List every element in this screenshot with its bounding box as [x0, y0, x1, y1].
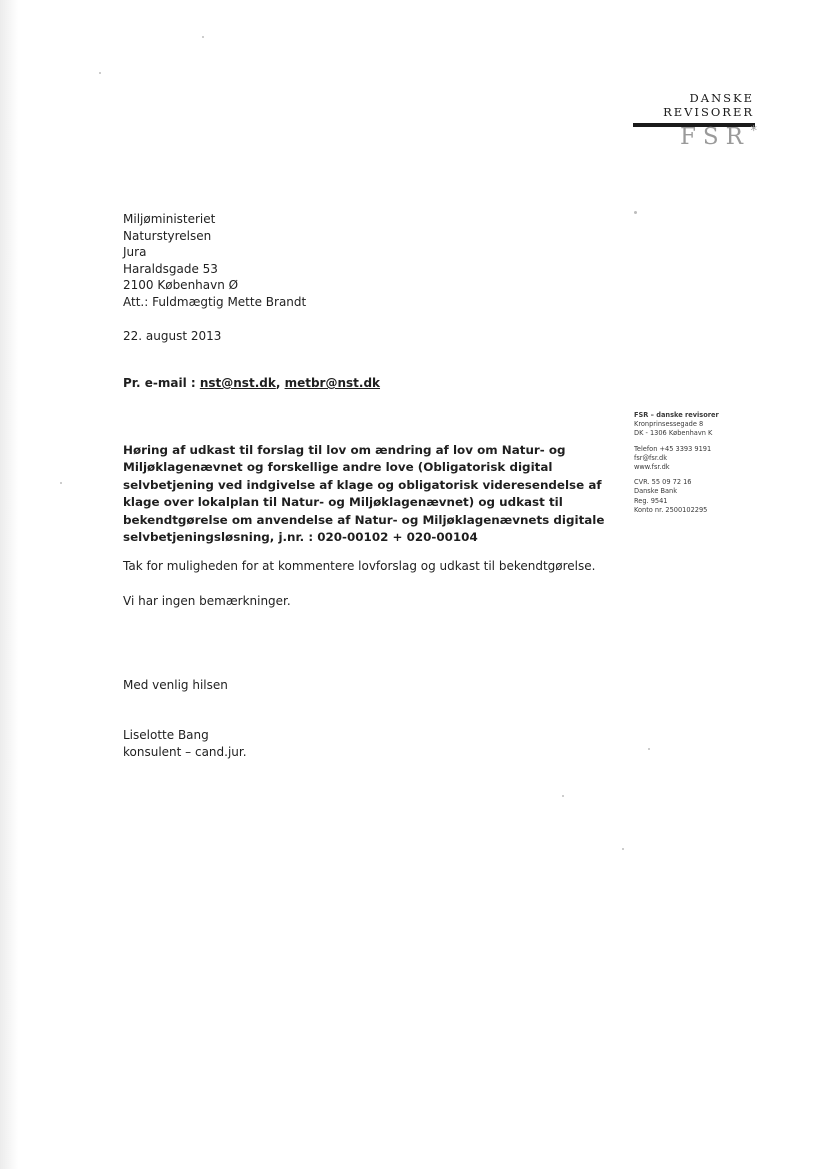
recipient-line: Jura: [123, 245, 147, 260]
closing-greeting: Med venlig hilsen: [123, 678, 228, 692]
sender-phone: Telefon +45 3393 9191: [634, 444, 712, 453]
subject-line: Miljøklagenævnet og forskellige andre love (Obligatorisk digital: [123, 460, 553, 475]
subject-line: bekendtgørelse om anvendelse af Natur- og Miljøklagenævnets digitale: [123, 512, 605, 527]
recipient-address: [123, 211, 306, 311]
letter-date: 22. august 2013: [123, 329, 222, 343]
scan-speck: [648, 748, 650, 750]
email-prefix: Pr. e-mail :: [123, 376, 200, 390]
subject-line: klage over lokalplan til Natur- og Miljøklagenævnet) og udkast til: [123, 495, 563, 510]
scan-speck: [622, 848, 624, 850]
body-paragraph-2: Vi har ingen bemærkninger.: [123, 594, 291, 608]
recipient-line: 2100 København Ø: [123, 278, 239, 293]
email-link-metbr[interactable]: metbr@nst.dk: [284, 376, 381, 390]
letter-subject: [123, 442, 604, 546]
sender-address-line: DK - 1306 København K: [634, 429, 713, 438]
recipient-line: Haraldsgade 53: [123, 261, 218, 276]
danske-revisorer-logo: [628, 91, 758, 153]
scan-speck: [60, 482, 62, 484]
logo-fsr-mark: FSR: [679, 124, 750, 150]
logo-text-revisorer: REVISORER: [663, 105, 754, 119]
scan-page-edge: [0, 0, 18, 1169]
subject-line: selvbetjening ved indgivelse af klage og obligatorisk videresendelse af: [123, 477, 602, 492]
subject-line: Høring af udkast til forslag til lov om ændring af lov om Natur- og: [123, 443, 566, 457]
sender-reg: Reg. 9541: [634, 496, 668, 505]
sender-info-block: [634, 411, 719, 521]
recipient-line: Miljøministeriet: [123, 212, 216, 226]
logo-text-danske: DANSKE: [689, 91, 754, 105]
email-separator: ,: [275, 376, 285, 390]
scan-speck: [634, 211, 637, 214]
scan-speck: [562, 795, 564, 797]
signature-block: [123, 727, 247, 760]
email-link-nst[interactable]: nst@nst.dk: [199, 376, 276, 390]
sender-name: FSR – danske revisorer: [634, 411, 719, 419]
signature-name: Liselotte Bang: [123, 728, 209, 742]
sender-address-line: Kronprinsessegade 8: [634, 420, 704, 429]
signature-title: konsulent – cand.jur.: [123, 744, 247, 759]
scan-speck: [99, 72, 101, 74]
scan-speck: [202, 36, 204, 38]
sender-website: www.fsr.dk: [634, 462, 670, 471]
email-line: [123, 375, 380, 392]
sender-bank: Danske Bank: [634, 487, 678, 496]
sender-cvr: CVR. 55 09 72 16: [634, 478, 692, 487]
subject-line: selvbetjeningsløsning, j.nr. : 020-00102 + 020-00104: [123, 529, 478, 544]
sender-account: Konto nr. 2500102295: [634, 505, 708, 514]
sender-email: fsr@fsr.dk: [634, 453, 668, 462]
recipient-line: Naturstyrelsen: [123, 228, 212, 243]
recipient-line: Att.: Fuldmægtig Mette Brandt: [123, 294, 307, 309]
body-paragraph-1: Tak for muligheden for at kommentere lovforslag og udkast til bekendtgørelse.: [123, 559, 596, 573]
logo-star-icon: *: [750, 124, 757, 139]
